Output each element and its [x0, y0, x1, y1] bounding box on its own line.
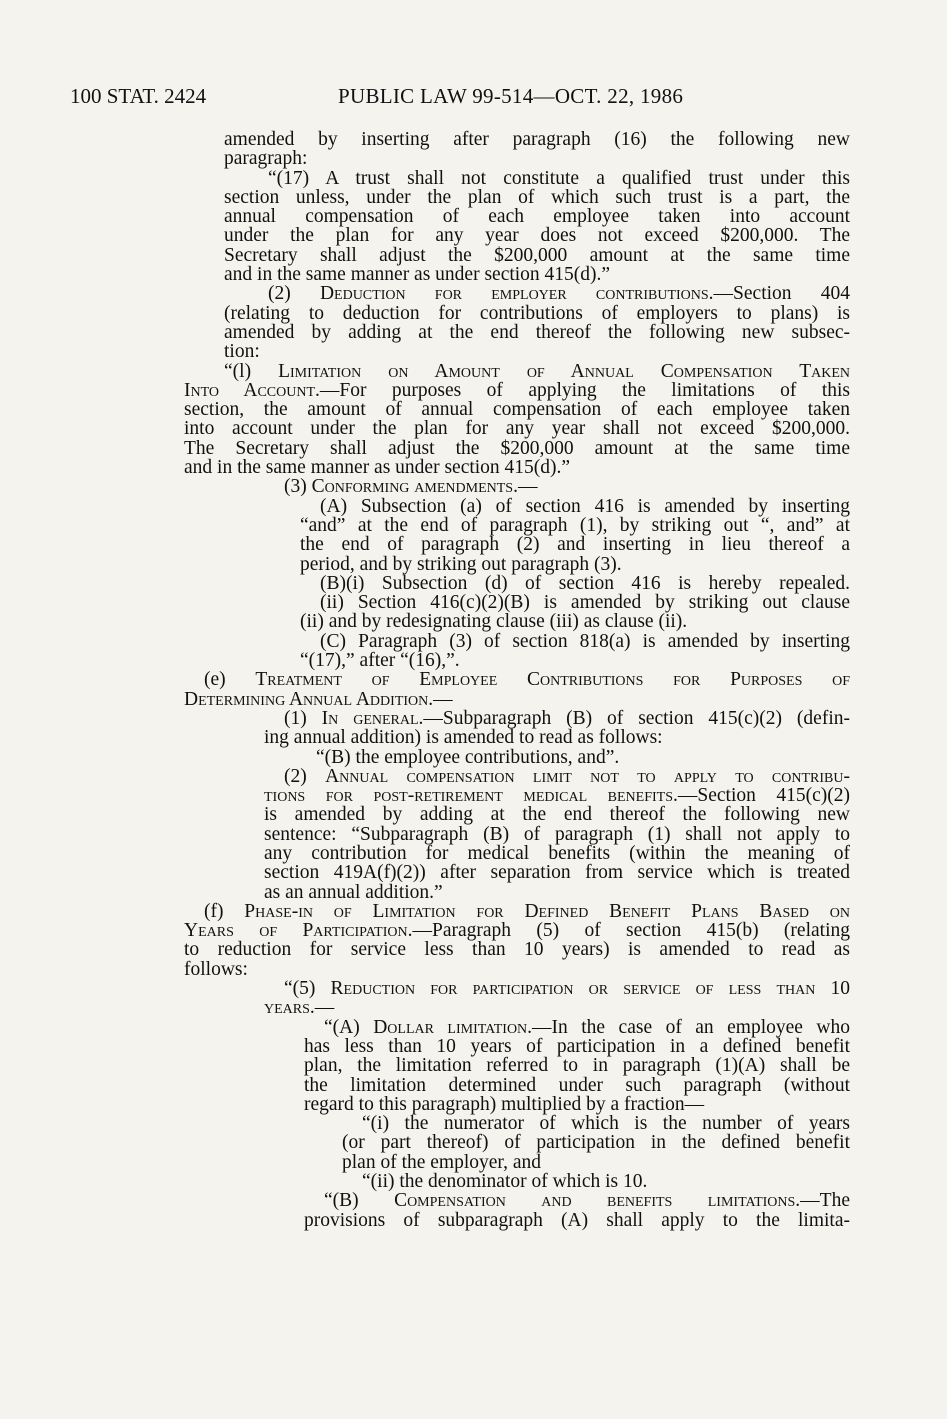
- text-line: “(i) the numerator of which is the number of years: [362, 1113, 850, 1135]
- para-heading-rest: .—Section 404: [708, 283, 850, 305]
- text-line: as an annual addition.”: [264, 881, 443, 903]
- para-heading-text: Conforming amendments: [311, 476, 514, 498]
- paragraph-heading: [224, 284, 850, 303]
- para-heading-text: Phase-in of Limitation for Defined Benefit Plans Based on: [244, 900, 850, 922]
- text-line: [264, 786, 850, 805]
- text-line: ing annual addition) is amended to read as follows:: [264, 727, 663, 749]
- para-heading-rest: .—For purposes of applying the limitations of this: [315, 379, 850, 401]
- subsection-heading: [184, 362, 850, 381]
- para-heading-text: Determining Annual Addition: [184, 688, 429, 710]
- para-heading-text: years: [264, 997, 310, 1019]
- para-heading-rest: .—: [428, 688, 453, 710]
- text-line: follows:: [184, 958, 248, 980]
- text-line: “(17),” after “(16),”.: [300, 650, 460, 672]
- text-line: (ii) and by redesignating clause (iii) as clause (ii).: [300, 611, 688, 633]
- paragraph-heading: [304, 1191, 850, 1210]
- text-line: regard to this paragraph) multiplied by a fraction—: [304, 1093, 705, 1115]
- text-line: annual compensation of each employee taken into account: [224, 206, 850, 228]
- para-heading-text: Reduction for participation or service of less than 10: [330, 978, 850, 1000]
- para-heading-text: tions for post-retirement medical benefits: [264, 785, 673, 807]
- stat-page-number: 100 STAT. 2424: [70, 84, 207, 108]
- text-line: and in the same manner as under section 415(d).”: [184, 457, 571, 479]
- text-line: (A) Subsection (a) of section 416 is amended by inserting: [320, 495, 850, 517]
- text-line: “and” at the end of paragraph (1), by striking out “, and” at: [300, 514, 850, 536]
- subsection-heading: [184, 670, 850, 689]
- document-body: [184, 129, 851, 1231]
- text-line: into account under the plan for any year shall not exceed $200,000.: [184, 418, 850, 440]
- text-line: period, and by striking out paragraph (3).: [300, 553, 622, 575]
- para-heading-rest: .—Section 415(c)(2): [673, 785, 851, 807]
- para-heading-text: Dollar limitation: [373, 1016, 528, 1038]
- para-heading-text: Limitation on Amount of Annual Compensation Taken: [278, 360, 851, 382]
- text-line: Secretary shall adjust the $200,000 amount at the same time: [224, 244, 850, 266]
- text-line: [184, 690, 850, 709]
- para-heading-text: Years of Participation: [184, 920, 408, 942]
- para-heading-rest: .—: [513, 476, 538, 498]
- text-line: any contribution for medical benefits (within the meaning of: [264, 842, 850, 864]
- para-number: (e): [204, 669, 256, 691]
- para-heading-rest: .—In the case of an employee who: [527, 1016, 850, 1038]
- para-heading-text: Compensation and benefits limitations: [394, 1190, 796, 1212]
- text-line: [184, 921, 850, 940]
- para-number: (3): [284, 476, 312, 498]
- para-number: (2): [268, 283, 320, 305]
- text-line: to reduction for service less than 10 years) is amended to read as: [184, 939, 850, 961]
- text-line: The Secretary shall adjust the $200,000 amount at the same time: [184, 437, 850, 459]
- para-heading-text: Deduction for employer contributions: [319, 283, 709, 305]
- para-number: (2): [284, 765, 326, 787]
- text-line: section unless, under the plan of which such trust is a part, the: [224, 186, 850, 208]
- para-number: “(A): [324, 1016, 374, 1038]
- para-heading-rest: .—: [309, 997, 335, 1019]
- para-heading-rest: .—The: [795, 1190, 850, 1212]
- para-number: (1): [284, 707, 322, 729]
- text-line: [184, 381, 850, 400]
- para-heading-text: Into Account: [184, 379, 316, 401]
- subsection-heading: [184, 902, 850, 921]
- paragraph-heading: [264, 979, 850, 998]
- para-heading-text: In general: [321, 707, 419, 729]
- para-heading-text: Treatment of Employee Contributions for Purposes of: [255, 669, 850, 691]
- text-line: “(B) the employee contributions, and”.: [316, 746, 620, 768]
- text-line: [264, 998, 850, 1017]
- text-line: “(ii) the denominator of which is 10.: [362, 1171, 648, 1193]
- para-heading-text: Annual compensation limit not to apply to contribu-: [325, 765, 850, 787]
- text-line: (C) Paragraph (3) of section 818(a) is amended by inserting: [320, 630, 850, 652]
- para-number: “(B): [324, 1190, 395, 1212]
- text-line: (ii) Section 416(c)(2)(B) is amended by striking out clause: [320, 592, 850, 614]
- paragraph-heading: [224, 477, 850, 496]
- text-line: amended by adding at the end thereof the following new subsec-: [224, 321, 850, 343]
- text-line: has less than 10 years of participation in a defined benefit: [304, 1035, 850, 1057]
- para-number: “(l): [224, 360, 279, 382]
- text-line: “(17) A trust shall not constitute a qualified trust under this: [268, 167, 850, 189]
- text-line: under the plan for any year does not exceed $200,000. The: [224, 225, 850, 247]
- text-line: and in the same manner as under section 415(d).”: [224, 264, 611, 286]
- text-line: section 419A(f)(2)) after separation from service which is treated: [264, 862, 850, 884]
- para-heading-rest: .—Subparagraph (B) of section 415(c)(2) (defin-: [418, 707, 850, 729]
- text-line: the end of paragraph (2) and inserting in lieu thereof a: [300, 534, 850, 556]
- text-line: plan of the employer, and: [342, 1151, 542, 1173]
- text-line: sentence: “Subparagraph (B) of paragraph (1) shall not apply to: [264, 823, 850, 845]
- text-line: (relating to deduction for contributions of employers to plans) is: [224, 302, 850, 324]
- text-line: plan, the limitation referred to in paragraph (1)(A) shall be: [304, 1055, 850, 1077]
- text-line: (B)(i) Subsection (d) of section 416 is hereby repealed.: [320, 572, 850, 594]
- paragraph-heading: [264, 767, 850, 786]
- page-header: [70, 84, 877, 116]
- paragraph-heading: [304, 1018, 850, 1037]
- law-title-date: PUBLIC LAW 99-514—OCT. 22, 1986: [338, 84, 684, 108]
- paragraph-heading: [264, 709, 850, 728]
- para-number: “(5): [284, 978, 331, 1000]
- text-line: is amended by adding at the end thereof the following new: [264, 804, 850, 826]
- text-line: paragraph:: [224, 148, 308, 170]
- text-line: (or part thereof) of participation in the defined benefit: [342, 1132, 850, 1154]
- text-line: amended by inserting after paragraph (16) the following new: [224, 129, 850, 150]
- para-heading-rest: .—Paragraph (5) of section 415(b) (relating: [407, 920, 850, 942]
- text-line: the limitation determined under such paragraph (without: [304, 1074, 850, 1096]
- text-line: provisions of subparagraph (A) shall apply to the limita-: [304, 1209, 850, 1231]
- text-line: tion:: [224, 341, 260, 363]
- text-line: section, the amount of annual compensation of each employee taken: [184, 399, 850, 421]
- para-number: (f): [204, 900, 245, 922]
